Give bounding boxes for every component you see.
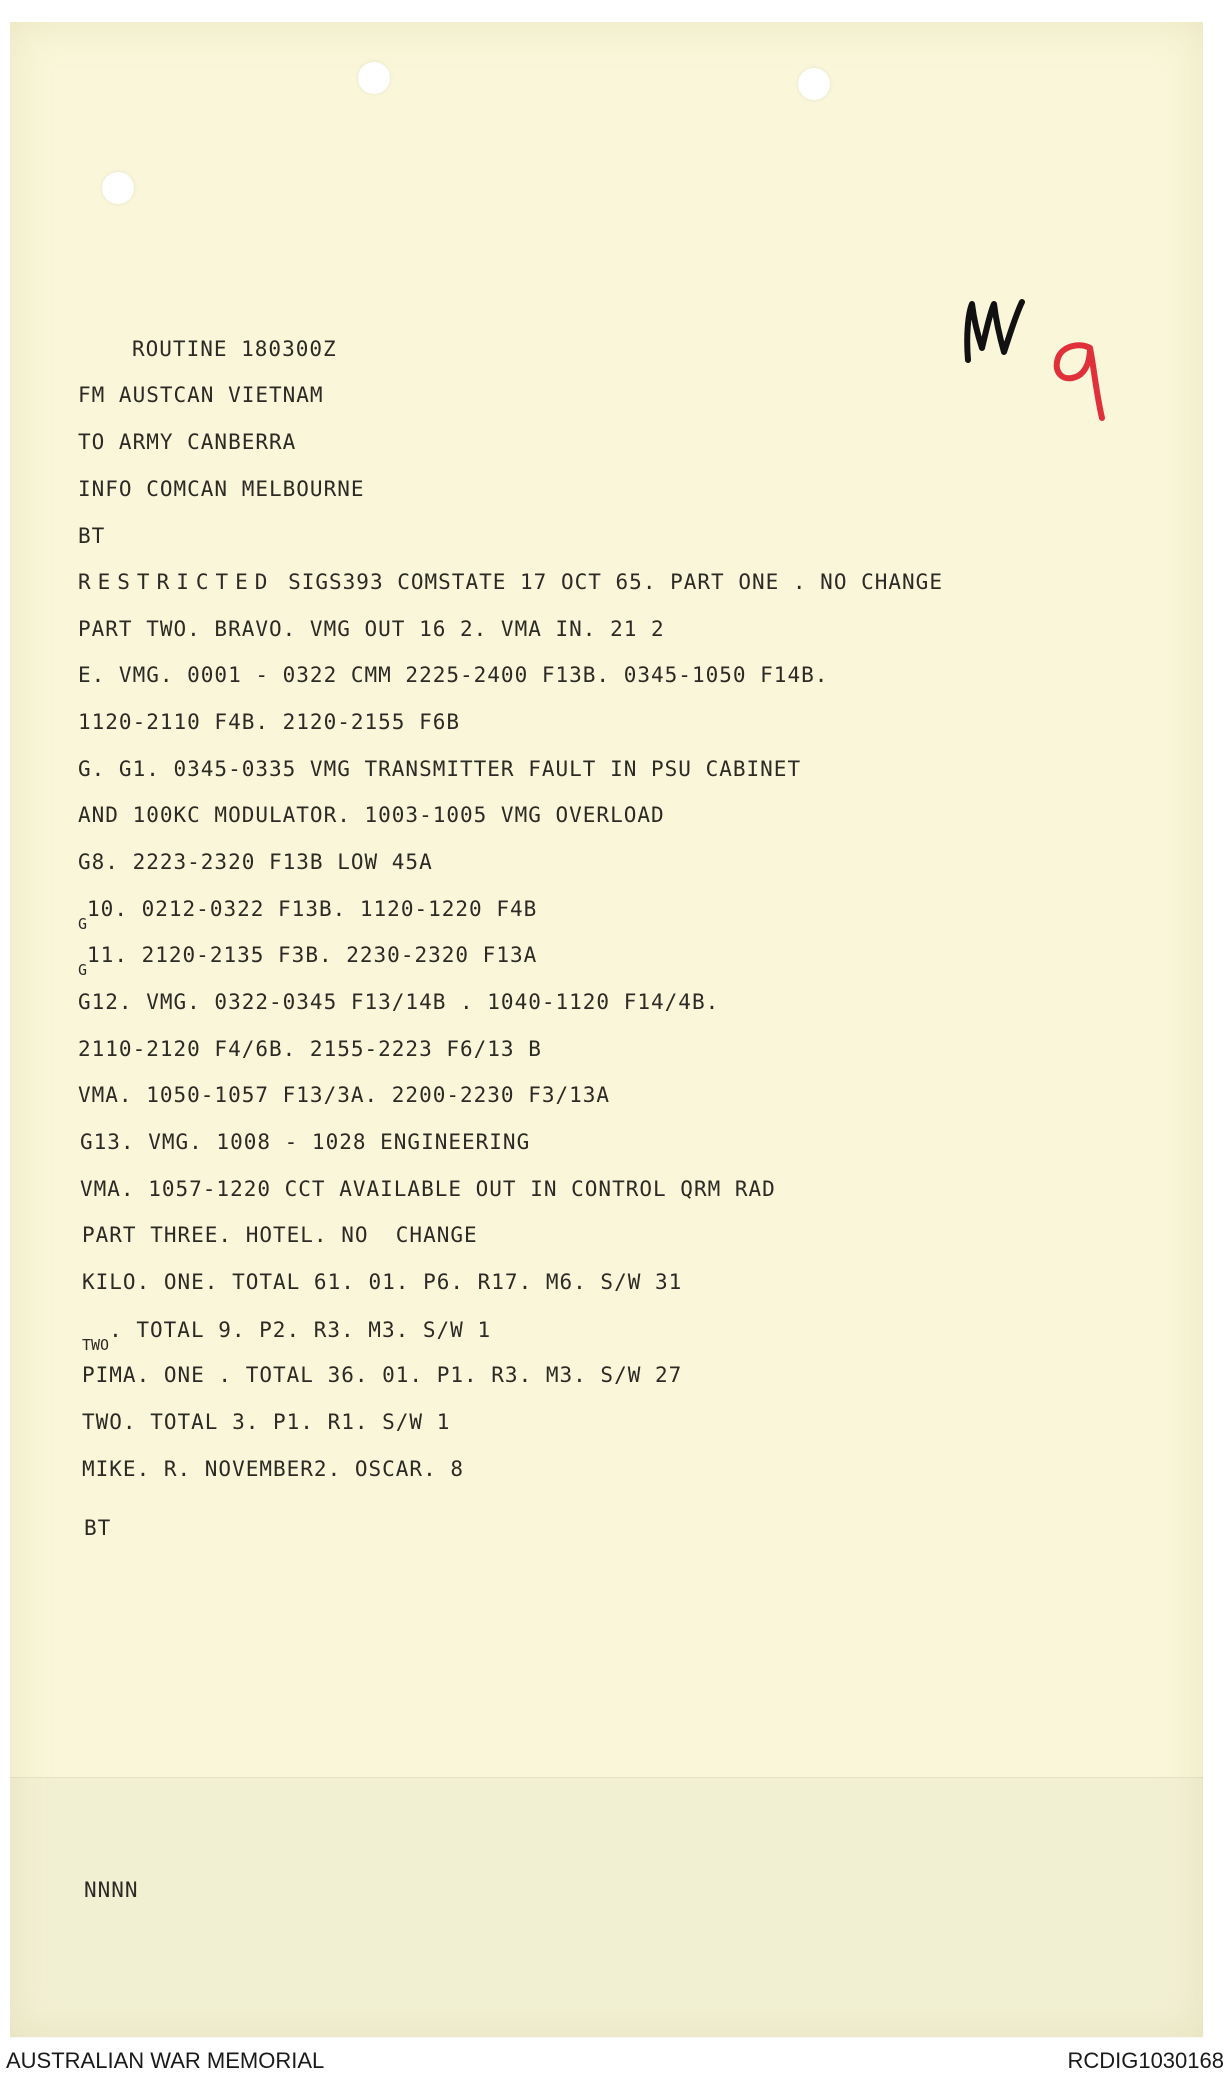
group-text: 11. 2120-2135 F3B. 2230-2320 F13A [87,943,538,967]
message-classification-line [78,570,943,594]
message-line: G13. VMG. 1008 - 1028 ENGINEERING [80,1130,531,1154]
message-line [82,1318,491,1354]
group-letter: G [78,961,88,979]
message-line [78,897,537,933]
black-pen-annotation [960,296,1030,366]
message-line: KILO. ONE. TOTAL 61. 01. P6. R17. M6. S/W 31 [82,1270,683,1294]
punch-hole [798,68,830,100]
footer-left: AUSTRALIAN WAR MEMORIAL [6,2048,325,2073]
classification: RESTRICTED [78,570,275,594]
message-line: PIMA. ONE . TOTAL 36. 01. P1. R3. M3. S/W 27 [82,1363,683,1387]
page-fold [10,1777,1203,2038]
message-line: 2110-2120 F4/6B. 2155-2223 F6/13 B [78,1037,542,1061]
message-line [78,943,537,979]
message-line: G. G1. 0345-0335 VMG TRANSMITTER FAULT IN PSU CABINET [78,757,802,781]
footer-right: RCDIG1030168 [1067,2048,1224,2073]
message-subject: SIGS393 COMSTATE 17 OCT 65. PART ONE . NO CHANGE [288,570,943,594]
message-line: G12. VMG. 0322-0345 F13/14B . 1040-1120 F14/4B. [78,990,720,1014]
two-text: . TOTAL 9. P2. R3. M3. S/W 1 [109,1318,492,1342]
message-line: AND 100KC MODULATOR. 1003-1005 VMG OVERLOAD [78,803,665,827]
message-line: PART THREE. HOTEL. NO CHANGE [82,1223,478,1247]
break-marker: BT [84,1516,112,1540]
message-line: E. VMG. 0001 - 0322 CMM 2225-2400 F13B. 0345-1050 F14B. [78,663,829,687]
message-from: FM AUSTCAN VIETNAM [78,383,324,407]
message-line: 1120-2110 F4B. 2120-2155 F6B [78,710,461,734]
message-line: VMA. 1050-1057 F13/3A. 2200-2230 F3/13A [78,1083,611,1107]
message-line: PART TWO. BRAVO. VMG OUT 16 2. VMA IN. 21 2 [78,617,665,641]
message-line: VMA. 1057-1220 CCT AVAILABLE OUT IN CONTROL QRM RAD [80,1177,776,1201]
message-info: INFO COMCAN MELBOURNE [78,477,365,501]
message-line: MIKE. R. NOVEMBER2. OSCAR. 8 [82,1457,465,1481]
two-label: TWO [82,1336,110,1354]
red-pen-annotation [1050,336,1110,426]
punch-hole [358,62,390,94]
message-priority: ROUTINE 180300Z [132,337,337,361]
end-marker: NNNN [84,1878,139,1902]
punch-hole [102,172,134,204]
message-to: TO ARMY CANBERRA [78,430,297,454]
message-line: G8. 2223-2320 F13B LOW 45A [78,850,433,874]
group-letter: G [78,915,88,933]
break-marker: BT [78,524,106,548]
group-text: 10. 0212-0322 F13B. 1120-1220 F4B [87,897,538,921]
message-line: TWO. TOTAL 3. P1. R1. S/W 1 [82,1410,451,1434]
